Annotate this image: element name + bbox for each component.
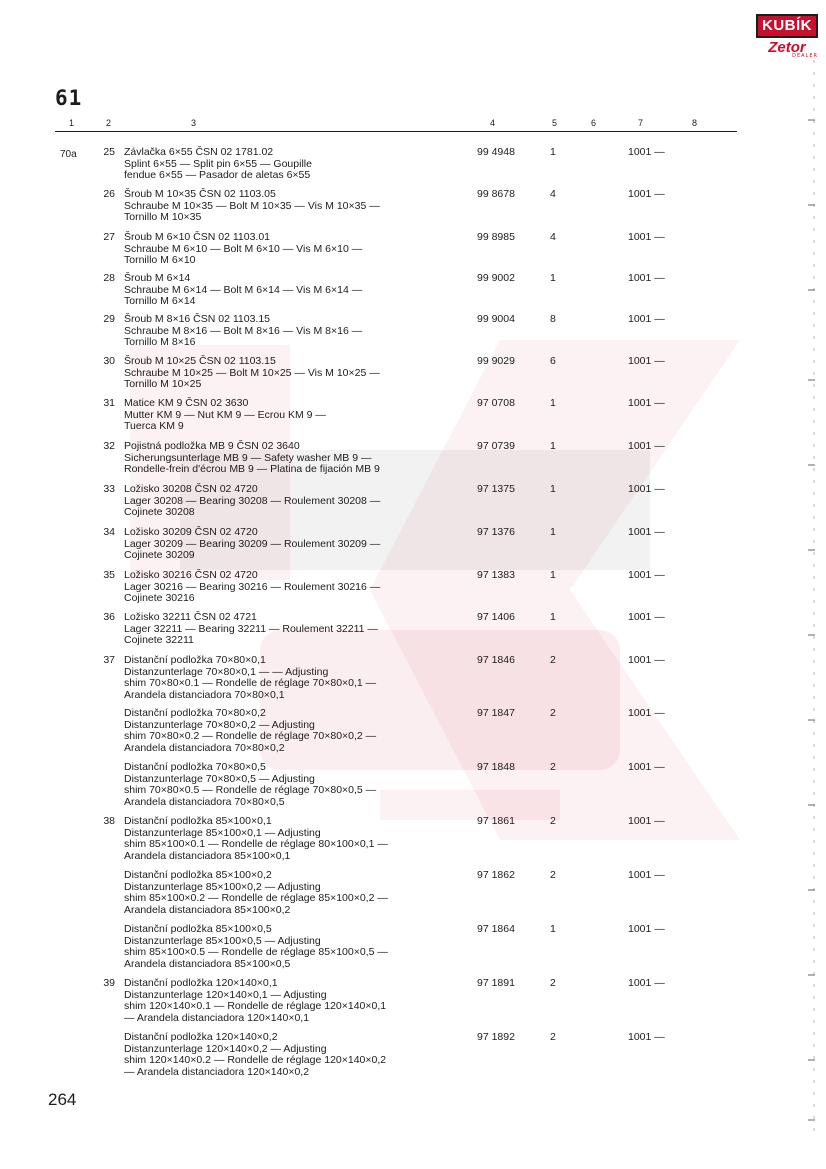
column-header-1: 1: [69, 118, 75, 128]
description-line: Matice KM 9 ČSN 02 3630: [124, 397, 249, 409]
model-code: 1001 —: [628, 188, 665, 200]
model-code: 1001 —: [628, 569, 665, 581]
model-code: 1001 —: [628, 923, 665, 935]
description-line: Distanční podložka 85×100×0,5: [124, 923, 272, 935]
part-description: [124, 398, 484, 433]
description-line: Schraube M 8×16 — Bolt M 8×16 — Vis M 8×16 —: [124, 324, 363, 337]
model-code: 1001 —: [628, 440, 665, 452]
position-number: 33: [103, 483, 115, 495]
column-header-7: 7: [638, 118, 644, 128]
position-number: 25: [103, 146, 115, 158]
description-line: shim 70×80×0.5 — Rondelle de réglage 70×80×0,5 —: [124, 784, 377, 797]
part-description: [124, 978, 484, 1024]
description-line: Tornillo M 8×16: [124, 336, 196, 349]
description-line: Tornillo M 10×25: [124, 378, 202, 391]
part-description: [124, 612, 484, 647]
position-number: 28: [103, 272, 115, 284]
description-line: Ložisko 30208 ČSN 02 4720: [124, 483, 258, 495]
part-number: 97 1375: [477, 483, 515, 495]
part-number: 99 9002: [477, 272, 515, 284]
description-line: Schraube M 10×35 — Bolt M 10×35 — Vis M 10×35 —: [124, 199, 380, 212]
description-line: Distanční podložka 120×140×0,1: [124, 977, 278, 989]
quantity: 1: [550, 272, 556, 284]
model-code: 1001 —: [628, 397, 665, 409]
position-number: 27: [103, 231, 115, 243]
logo-tag: DEALER: [792, 53, 818, 59]
description-line: Lager 30216 — Bearing 30216 — Roulement 30216 —: [124, 580, 381, 593]
part-description: [124, 232, 484, 267]
model-code: 1001 —: [628, 869, 665, 881]
part-description: [124, 189, 484, 224]
description-line: Ložisko 30216 ČSN 02 4720: [124, 569, 258, 581]
description-line: Ložisko 30209 ČSN 02 4720: [124, 526, 258, 538]
description-line: Rondelle-frein d'écrou MB 9 — Platina de fijación MB 9: [124, 463, 380, 476]
description-line: Sicherungsunterlage MB 9 — Safety washer MB 9 —: [124, 451, 372, 464]
group-label: 70a: [60, 149, 77, 160]
description-line: shim 85×100×0.1 — Rondelle de réglage 80×100×0,1 —: [124, 838, 388, 851]
model-code: 1001 —: [628, 977, 665, 989]
column-header-3: 3: [191, 118, 197, 128]
quantity: 2: [550, 869, 556, 881]
part-description: [124, 147, 484, 182]
column-header-2: 2: [106, 118, 112, 128]
part-description: [124, 314, 484, 349]
description-line: Arandela distanciadora 70×80×0,5: [124, 795, 285, 808]
quantity: 2: [550, 761, 556, 773]
part-number: 97 1864: [477, 923, 515, 935]
part-number: 97 1848: [477, 761, 515, 773]
description-line: Schraube M 6×10 — Bolt M 6×10 — Vis M 6×10 —: [124, 242, 363, 255]
column-header-8: 8: [692, 118, 698, 128]
description-line: Distanční podložka 85×100×0,2: [124, 869, 272, 881]
description-line: Pojistná podložka MB 9 ČSN 02 3640: [124, 440, 300, 452]
model-code: 1001 —: [628, 483, 665, 495]
model-code: 1001 —: [628, 761, 665, 773]
description-line: Distanční podložka 70×80×0,2: [124, 707, 266, 719]
part-number: 97 1847: [477, 707, 515, 719]
quantity: 4: [550, 231, 556, 243]
description-line: shim 85×100×0.2 — Rondelle de réglage 85×100×0,2 —: [124, 892, 388, 905]
logo-brand: KUBÍK: [756, 14, 818, 38]
part-number: 97 1846: [477, 654, 515, 666]
description-line: Arandela distanciadora 85×100×0,5: [124, 957, 291, 970]
description-line: Šroub M 8×16 ČSN 02 1103.15: [124, 313, 271, 325]
description-line: Schraube M 6×14 — Bolt M 6×14 — Vis M 6×14 —: [124, 283, 363, 296]
description-line: Schraube M 10×25 — Bolt M 10×25 — Vis M 10×25 —: [124, 366, 380, 379]
part-number: 97 1376: [477, 526, 515, 538]
header-rule: [55, 131, 737, 132]
description-line: Cojinete 30209: [124, 549, 195, 562]
part-description: [124, 762, 484, 808]
description-line: Lager 30208 — Bearing 30208 — Roulement 30208 —: [124, 494, 381, 507]
quantity: 1: [550, 397, 556, 409]
part-description: [124, 1032, 484, 1078]
description-line: Lager 30209 — Bearing 30209 — Roulement 30209 —: [124, 537, 381, 550]
description-line: Distanzunterlage 85×100×0,5 — Adjusting: [124, 934, 321, 947]
model-code: 1001 —: [628, 231, 665, 243]
part-description: [124, 924, 484, 970]
part-description: [124, 655, 484, 701]
part-number: 99 9029: [477, 355, 515, 367]
description-line: Cojinete 30216: [124, 592, 195, 605]
part-number: 97 1406: [477, 611, 515, 623]
description-line: Distanzunterlage 70×80×0,2 — Adjusting: [124, 718, 315, 731]
part-description: [124, 356, 484, 391]
part-number: 97 1862: [477, 869, 515, 881]
margin-tick-marks: [806, 60, 820, 1140]
column-header-5: 5: [552, 118, 558, 128]
description-line: Arandela distanciadora 70×80×0,2: [124, 741, 285, 754]
part-description: [124, 441, 484, 476]
description-line: shim 120×140×0.2 — Rondelle de réglage 120×140×0,2: [124, 1054, 387, 1067]
description-line: Tornillo M 6×10: [124, 254, 196, 267]
description-line: Distanzunterlage 85×100×0,1 — Adjusting: [124, 826, 321, 839]
quantity: 1: [550, 526, 556, 538]
description-line: Distanční podložka 120×140×0,2: [124, 1031, 278, 1043]
quantity: 1: [550, 611, 556, 623]
position-number: 35: [103, 569, 115, 581]
description-line: Lager 32211 — Bearing 32211 — Roulement 32211 —: [124, 622, 378, 635]
quantity: 1: [550, 569, 556, 581]
description-line: Tuerca KM 9: [124, 420, 184, 433]
model-code: 1001 —: [628, 313, 665, 325]
column-header-6: 6: [591, 118, 597, 128]
quantity: 8: [550, 313, 556, 325]
part-number: 97 1891: [477, 977, 515, 989]
description-line: Ložisko 32211 ČSN 02 4721: [124, 611, 257, 623]
position-number: 32: [103, 440, 115, 452]
description-line: Mutter KM 9 — Nut KM 9 — Ecrou KM 9 —: [124, 408, 326, 421]
description-line: Tornillo M 6×14: [124, 295, 196, 308]
model-code: 1001 —: [628, 611, 665, 623]
quantity: 2: [550, 815, 556, 827]
description-line: Arandela distanciadora 70×80×0,1: [124, 688, 285, 701]
quantity: 2: [550, 654, 556, 666]
part-description: [124, 570, 484, 605]
model-code: 1001 —: [628, 707, 665, 719]
position-number: 36: [103, 611, 115, 623]
quantity: 2: [550, 977, 556, 989]
part-number: 99 4948: [477, 146, 515, 158]
part-number: 99 8985: [477, 231, 515, 243]
quantity: 1: [550, 440, 556, 452]
quantity: 1: [550, 923, 556, 935]
description-line: Cojinete 30208: [124, 506, 195, 519]
description-line: Splint 6×55 — Split pin 6×55 — Goupille: [124, 157, 312, 170]
model-code: 1001 —: [628, 1031, 665, 1043]
dealer-logo: [756, 14, 818, 59]
description-line: Distanzunterlage 70×80×0,1 — — Adjusting: [124, 665, 329, 678]
model-code: 1001 —: [628, 815, 665, 827]
description-line: Šroub M 6×14: [124, 272, 191, 284]
description-line: Distanzunterlage 120×140×0,1 — Adjusting: [124, 988, 327, 1001]
model-code: 1001 —: [628, 272, 665, 284]
description-line: Distanzunterlage 85×100×0,2 — Adjusting: [124, 880, 321, 893]
part-description: [124, 527, 484, 562]
description-line: Distanční podložka 70×80×0,5: [124, 761, 266, 773]
quantity: 1: [550, 146, 556, 158]
description-line: Tornillo M 10×35: [124, 211, 202, 224]
page-number: 264: [48, 1090, 77, 1109]
quantity: 2: [550, 707, 556, 719]
part-description: [124, 870, 484, 916]
description-line: Šroub M 10×25 ČSN 02 1103.15: [124, 355, 276, 367]
part-description: [124, 484, 484, 519]
part-description: [124, 708, 484, 754]
part-number: 97 1861: [477, 815, 515, 827]
description-line: Distanční podložka 85×100×0,1: [124, 815, 272, 827]
position-number: 39: [103, 977, 115, 989]
position-number: 30: [103, 355, 115, 367]
description-line: Arandela distanciadora 85×100×0,2: [124, 903, 291, 916]
description-line: Šroub M 6×10 ČSN 02 1103.01: [124, 231, 271, 243]
quantity: 6: [550, 355, 556, 367]
description-line: Arandela distanciadora 85×100×0,1: [124, 849, 291, 862]
description-line: shim 85×100×0.5 — Rondelle de réglage 85×100×0,5 —: [124, 946, 388, 959]
description-line: — Arandela distanciadora 120×140×0,2: [124, 1065, 310, 1078]
description-line: — Arandela distanciadora 120×140×0,1: [124, 1011, 310, 1024]
position-number: 34: [103, 526, 115, 538]
part-number: 99 9004: [477, 313, 515, 325]
description-line: shim 70×80×0.2 — Rondelle de réglage 70×80×0,2 —: [124, 730, 377, 743]
description-line: Distanzunterlage 70×80×0,5 — Adjusting: [124, 772, 315, 785]
quantity: 1: [550, 483, 556, 495]
section-number: 61: [55, 86, 83, 110]
model-code: 1001 —: [628, 654, 665, 666]
position-number: 38: [103, 815, 115, 827]
quantity: 4: [550, 188, 556, 200]
part-description: [124, 816, 484, 862]
part-number: 97 1892: [477, 1031, 515, 1043]
position-number: 31: [103, 397, 115, 409]
position-number: 29: [103, 313, 115, 325]
part-number: 97 1383: [477, 569, 515, 581]
description-line: shim 70×80×0.1 — Rondelle de réglage 70×80×0,1 —: [124, 677, 377, 690]
description-line: Závlačka 6×55 ČSN 02 1781.02: [124, 146, 274, 158]
part-number: 99 8678: [477, 188, 515, 200]
description-line: fendue 6×55 — Pasador de aletas 6×55: [124, 169, 311, 182]
model-code: 1001 —: [628, 526, 665, 538]
description-line: Distanční podložka 70×80×0,1: [124, 654, 266, 666]
part-number: 97 0739: [477, 440, 515, 452]
description-line: Distanzunterlage 120×140×0,2 — Adjusting: [124, 1042, 327, 1055]
quantity: 2: [550, 1031, 556, 1043]
logo-sub: Zetor: [768, 39, 806, 56]
position-number: 37: [103, 654, 115, 666]
part-description: [124, 273, 484, 308]
description-line: Šroub M 10×35 ČSN 02 1103.05: [124, 188, 276, 200]
description-line: shim 120×140×0.1 — Rondelle de réglage 120×140×0,1: [124, 1000, 387, 1013]
model-code: 1001 —: [628, 146, 665, 158]
description-line: Cojinete 32211: [124, 634, 194, 647]
position-number: 26: [103, 188, 115, 200]
part-number: 97 0708: [477, 397, 515, 409]
column-header-4: 4: [490, 118, 496, 128]
model-code: 1001 —: [628, 355, 665, 367]
